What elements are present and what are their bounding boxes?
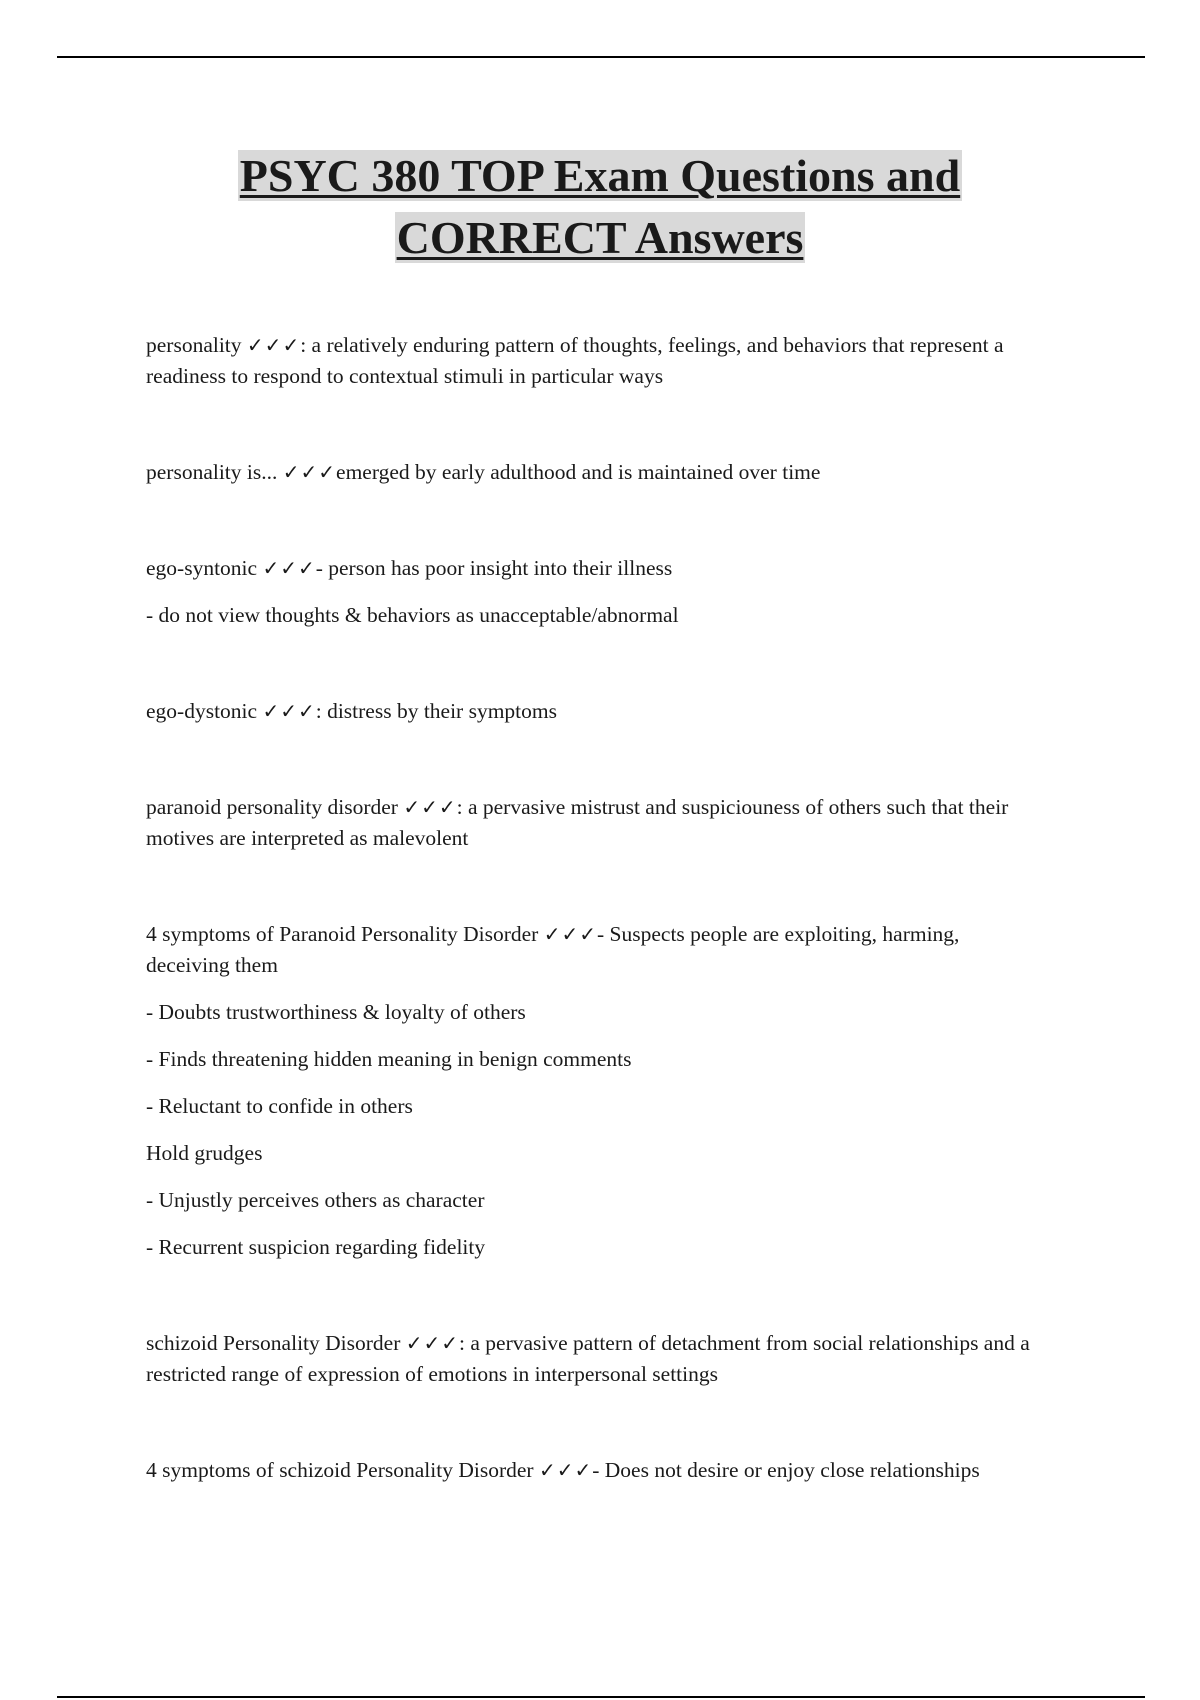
entry-term: 4 symptoms of Paranoid Personality Disorder bbox=[146, 922, 544, 946]
entry-term: paranoid personality disorder bbox=[146, 795, 404, 819]
entry-extra-line: - Recurrent suspicion regarding fidelity bbox=[146, 1235, 486, 1259]
entry-answer: : a pervasive pattern of detachment from social relationships and a restricted range of expression of emotions in interpersonal settings bbox=[146, 1331, 1030, 1386]
entry-extra-line: - Doubts trustworthiness & loyalty of others bbox=[146, 1000, 526, 1024]
qa-entry bbox=[146, 1455, 1046, 1486]
check-marks: ✓✓✓ bbox=[405, 1331, 460, 1355]
check-marks: ✓✓✓ bbox=[246, 333, 301, 357]
bottom-rule bbox=[57, 1696, 1145, 1698]
entry-extra-line: - Reluctant to confide in others bbox=[146, 1094, 413, 1118]
check-marks: ✓✓✓ bbox=[282, 460, 337, 484]
check-marks: ✓✓✓ bbox=[543, 922, 597, 946]
check-marks: ✓✓✓ bbox=[403, 795, 457, 819]
entry-term: personality bbox=[146, 333, 247, 357]
entry-term: ego-dystonic bbox=[146, 699, 263, 723]
entry-extra-line: - Finds threatening hidden meaning in benign comments bbox=[146, 1047, 632, 1071]
qa-list bbox=[146, 330, 1046, 1486]
qa-entry bbox=[146, 553, 1046, 631]
entry-answer: emerged by early adulthood and is maintained over time bbox=[336, 460, 821, 484]
entry-answer: - person has poor insight into their illness bbox=[315, 556, 673, 580]
entry-answer: : a relatively enduring pattern of thoughts, feelings, and behaviors that represent a readiness to respond to contextual stimuli in particular ways bbox=[146, 333, 1004, 388]
entry-answer: : a pervasive mistrust and suspiciouness of others such that their motives are interpreted as malevolent bbox=[146, 795, 1009, 850]
check-marks: ✓✓✓ bbox=[262, 556, 316, 580]
qa-entry bbox=[146, 696, 1046, 727]
entry-term: 4 symptoms of schizoid Personality Disorder bbox=[146, 1458, 539, 1482]
title-line-2: CORRECT Answers bbox=[396, 212, 804, 263]
entry-answer: - Does not desire or enjoy close relationships bbox=[592, 1458, 980, 1482]
top-rule bbox=[57, 56, 1145, 58]
entry-extra-line: Hold grudges bbox=[146, 1141, 263, 1165]
qa-entry bbox=[146, 792, 1046, 854]
qa-entry bbox=[146, 1328, 1046, 1390]
entry-term: schizoid Personality Disorder bbox=[146, 1331, 406, 1355]
qa-entry bbox=[146, 330, 1046, 392]
entry-extra-line: - do not view thoughts & behaviors as unacceptable/abnormal bbox=[146, 603, 679, 627]
entry-term: personality is... bbox=[146, 460, 283, 484]
page-title bbox=[0, 145, 1200, 269]
entry-answer: : distress by their symptoms bbox=[315, 699, 557, 723]
check-marks: ✓✓✓ bbox=[262, 699, 316, 723]
entry-extra-line: - Unjustly perceives others as character bbox=[146, 1188, 485, 1212]
qa-entry bbox=[146, 919, 1046, 1263]
qa-entry bbox=[146, 457, 1046, 488]
title-line-1: PSYC 380 TOP Exam Questions and bbox=[239, 150, 961, 201]
entry-answer: - Suspects people are exploiting, harming, deceiving them bbox=[146, 922, 960, 977]
check-marks: ✓✓✓ bbox=[538, 1458, 593, 1482]
entry-term: ego-syntonic bbox=[146, 556, 263, 580]
